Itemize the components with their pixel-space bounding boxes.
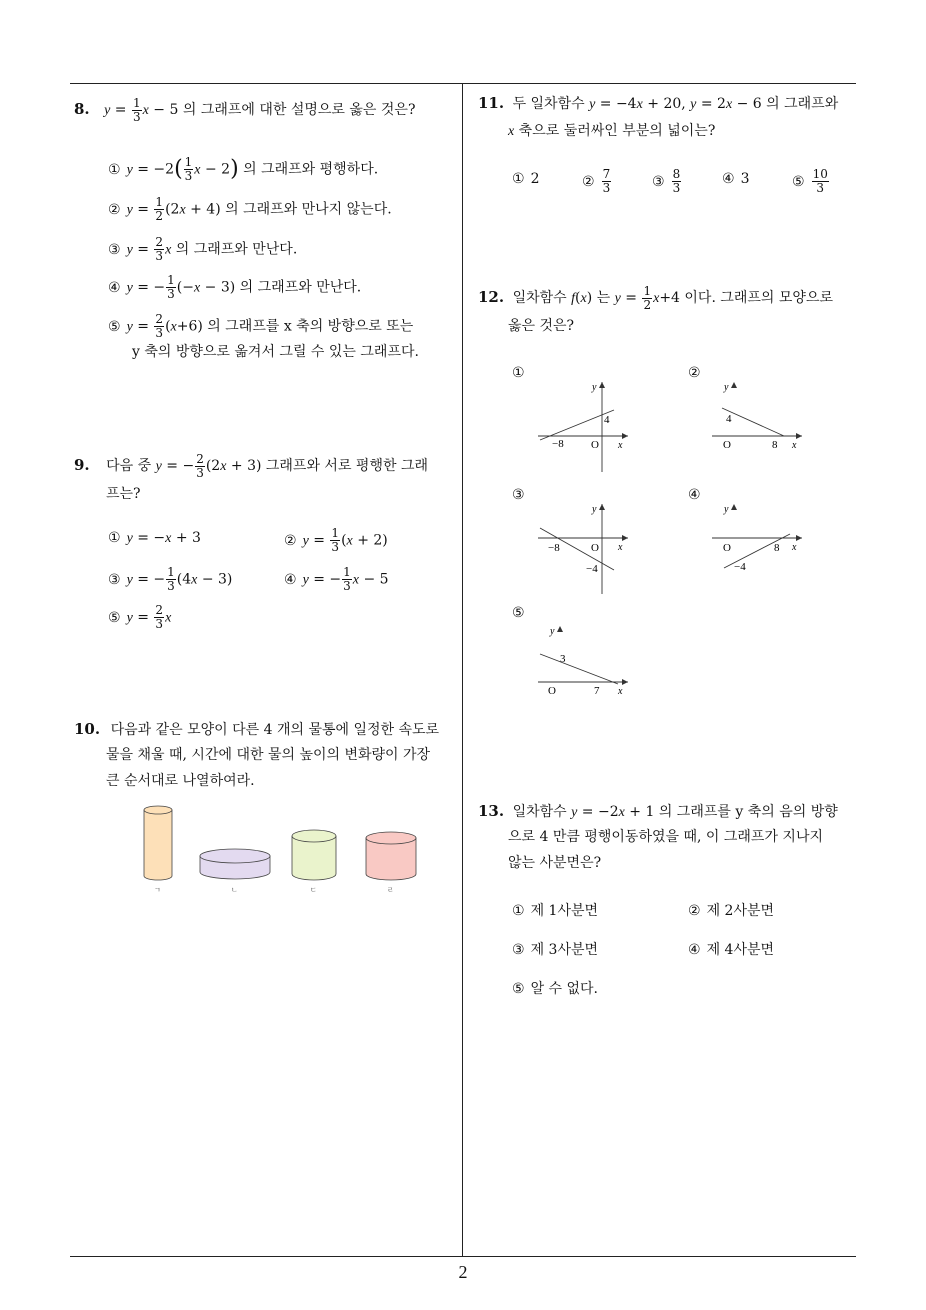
question-stem: 두 일차함수 y = −4x + 20, y = 2x − 6 의 그래프와 — [512, 96, 839, 112]
page-number: 2 — [458, 1262, 468, 1282]
container-1-body — [144, 810, 172, 880]
q8-option-4[interactable]: ④ y = − $\frac{1}{3}$ (−x − 3) 의 그래프와 만난다. — [108, 273, 362, 301]
container-1 — [144, 806, 172, 894]
q12-graph-4[interactable] — [708, 498, 808, 578]
q9-option-3[interactable]: ③ y = − $\frac{1}{3}$ (4x − 3) — [108, 565, 233, 593]
q12-option-2-mark[interactable]: ② — [688, 365, 701, 381]
svg-text:−4: −4 — [734, 561, 746, 573]
q13-option-1[interactable]: ① 제 1사분면 — [512, 903, 599, 919]
container-3 — [292, 830, 336, 894]
svg-text:O: O — [723, 439, 731, 451]
svg-text:y: y — [724, 382, 729, 393]
question-stem: 다음 중 y = − $\frac{2}{3}$ (2x + 3) 그래프와 서로 평행한 그래 — [106, 451, 429, 480]
q13-option-2[interactable]: ② 제 2사분면 — [688, 903, 775, 919]
question-stem: 일차함수 f(x) 는 y = $\frac{1}{2}$ x+4 이다. 그래프의 모양으로 — [512, 283, 833, 312]
container-2 — [200, 849, 270, 894]
q11-option-4[interactable]: ④ 3 — [722, 171, 750, 187]
question-number: 11. — [478, 94, 505, 112]
q9-option-2[interactable]: ② y = $\frac{1}{3}$ (x + 2) — [284, 526, 388, 554]
svg-text:x: x — [792, 440, 797, 451]
q11-option-3[interactable]: ③ $\frac{8}{3}$ — [652, 167, 681, 195]
svg-text:y: y — [724, 504, 729, 515]
svg-text:3: 3 — [560, 653, 566, 665]
question-number: 8. — [74, 100, 90, 118]
container-3-label: ㄷ — [310, 886, 317, 894]
question-number: 12. — [478, 288, 505, 306]
svg-text:x: x — [618, 440, 623, 451]
question-stem: y = $\frac{1}{3}$ x − 5 의 그래프에 대한 설명으로 옳은 것은? — [104, 95, 416, 124]
question-12-line2: 옳은 것은? — [508, 318, 575, 334]
q8-option-2[interactable]: ② y = $\frac{1}{2}$ (2x + 4) 의 그래프와 만나지 않는다. — [108, 195, 392, 223]
q8-option-5[interactable]: ⑤ y = $\frac{2}{3}$ (x+6) 의 그래프를 x 축의 방향으로 또는 — [108, 312, 414, 340]
container-2-top — [200, 849, 270, 863]
svg-text:−4: −4 — [586, 563, 598, 575]
question-number: 9. — [74, 456, 90, 474]
q13-option-4[interactable]: ④ 제 4사분면 — [688, 942, 775, 958]
question-stem: 다음과 같은 모양이 다른 4 개의 물통에 일정한 속도로 — [110, 722, 440, 738]
container-4-label: ㄹ — [387, 886, 394, 894]
svg-text:4: 4 — [604, 414, 610, 426]
q8-option-1[interactable]: ① y = −2( $\frac{1}{3}$ x − 2) 의 그래프와 평행하다. — [108, 155, 379, 183]
q11-option-5[interactable]: ⑤ $\frac{10}{3}$ — [792, 167, 828, 195]
question-12 — [478, 284, 833, 312]
q9-option-5[interactable]: ⑤ y = $\frac{2}{3}$ x — [108, 603, 172, 631]
question-11 — [478, 90, 838, 118]
question-10-line2: 물을 채울 때, 시간에 대한 물의 높이의 변화량이 가장 — [106, 747, 431, 763]
svg-text:7: 7 — [594, 685, 600, 697]
top-rule — [70, 83, 856, 84]
question-13-line3: 않는 사분면은? — [508, 855, 602, 871]
q11-option-1[interactable]: ① 2 — [512, 171, 540, 187]
q11-option-2[interactable]: ② $\frac{7}{3}$ — [582, 167, 611, 195]
svg-text:4: 4 — [726, 413, 732, 425]
container-1-label: ㄱ — [154, 886, 161, 894]
container-4-top — [366, 832, 416, 844]
svg-text:y: y — [592, 504, 597, 515]
container-1-top — [144, 806, 172, 814]
question-13 — [478, 798, 838, 826]
q12-graph-2[interactable] — [708, 376, 808, 456]
q12-option-4-mark[interactable]: ④ — [688, 487, 701, 503]
q13-option-3[interactable]: ③ 제 3사분면 — [512, 942, 599, 958]
question-number: 13. — [478, 802, 505, 820]
container-4 — [366, 832, 416, 894]
question-11-line2: x 축으로 둘러싸인 부분의 넓이는? — [508, 123, 716, 139]
svg-text:−8: −8 — [548, 542, 560, 554]
q12-graph-1[interactable] — [534, 376, 634, 476]
container-3-top — [292, 830, 336, 842]
svg-text:O: O — [591, 439, 599, 451]
svg-text:−8: −8 — [552, 438, 564, 450]
q12-graph-3[interactable] — [534, 498, 634, 598]
svg-text:8: 8 — [772, 439, 778, 451]
q12-option-5-mark[interactable]: ⑤ — [512, 605, 525, 621]
question-number: 10. — [74, 720, 101, 738]
q12-option-3-mark[interactable]: ③ — [512, 487, 525, 503]
svg-text:O: O — [548, 685, 556, 697]
svg-text:x: x — [618, 686, 623, 697]
q9-option-1[interactable]: ① y = −x + 3 — [108, 530, 201, 546]
container-3-body — [292, 836, 336, 880]
svg-text:O: O — [723, 542, 731, 554]
bottom-rule — [70, 1256, 856, 1257]
svg-text:O: O — [591, 542, 599, 554]
q8-option-3[interactable]: ③ y = $\frac{2}{3}$ x 의 그래프와 만난다. — [108, 235, 298, 263]
container-2-label: ㄴ — [231, 886, 238, 894]
q12-option-1-mark[interactable]: ① — [512, 365, 525, 381]
question-stem: 일차함수 y = −2x + 1 의 그래프를 y 축의 음의 방향 — [512, 804, 838, 820]
q13-option-5[interactable]: ⑤ 알 수 없다. — [512, 981, 599, 997]
q12-graph-5[interactable] — [534, 620, 634, 700]
question-8 — [74, 96, 415, 124]
svg-text:8: 8 — [774, 542, 780, 554]
water-containers-figure — [136, 800, 426, 896]
question-9 — [74, 452, 428, 480]
column-divider — [462, 83, 463, 1256]
svg-text:y: y — [592, 382, 597, 393]
q8-option-5-line2: y 축의 방향으로 옮겨서 그릴 수 있는 그래프다. — [132, 344, 419, 360]
question-13-line2: 으로 4 만큼 평행이동하였을 때, 이 그래프가 지나지 — [508, 829, 823, 845]
question-10 — [74, 716, 439, 743]
svg-text:x: x — [792, 542, 797, 553]
q9-option-4[interactable]: ④ y = − $\frac{1}{3}$ x − 5 — [284, 565, 389, 593]
question-9-line2: 프는? — [106, 486, 141, 502]
svg-text:y: y — [550, 626, 555, 637]
svg-text:x: x — [618, 542, 623, 553]
question-10-line3: 큰 순서대로 나열하여라. — [106, 773, 255, 789]
